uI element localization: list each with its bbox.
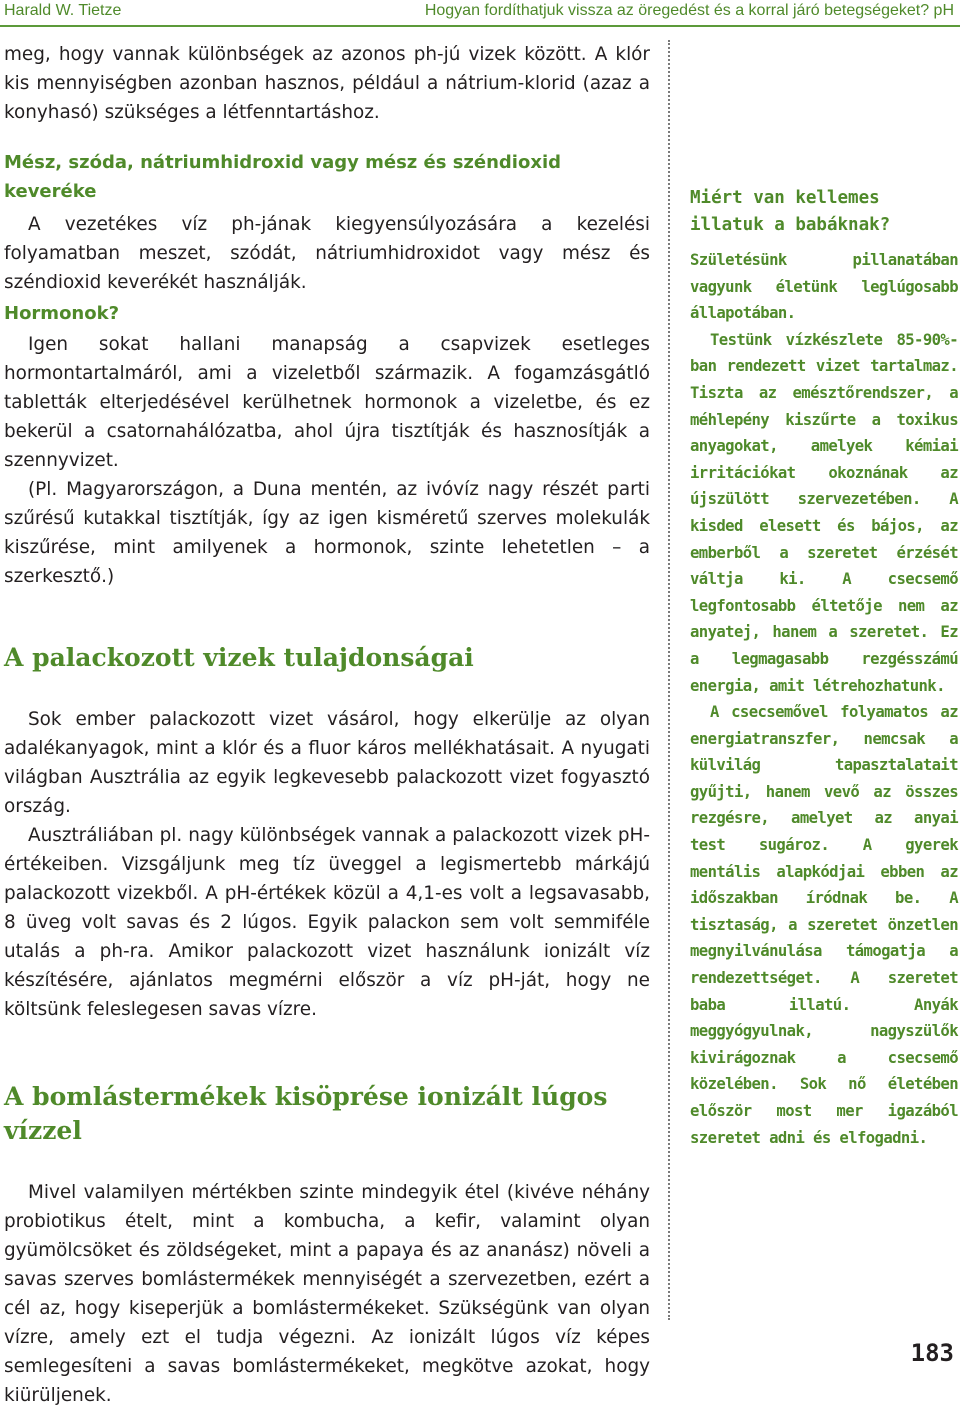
sidebar-paragraph-1: Születésünk pillanatában vagyunk életünk leglúgosabb állapotában. (690, 251, 958, 323)
sidebar-title: Miért van kellemes illatuk a babáknak? (690, 188, 891, 235)
header-rule (0, 25, 960, 27)
intro-paragraph: meg, hogy vannak különbségek az azonos ph-jú vizek között. A klór kis mennyiségben azonban hasznos, például a nátrium-klorid (azaz a konyhasó) szükséges a létfenntartáshoz. (4, 44, 650, 123)
alkaline-flush-paragraph: Mivel valamilyen mértékben szinte mindegyik étel (kivéve néhány probiotikus ételt, mint a kombucha, a kefir, valamint olyan gyümölcsöket és zöldségeket, mint a papaya és az ananász) növeli a savas szerves bomlástermékek mennyiségét a szervezetben, ezért a cél az, hogy kiseperjük a bomlástermékeket. Szükségünk van olyan vízre, amely ezt el tudja végezni. Az ionizált lúgos víz képes semlegesíteni a savas bomlástermékeket, megkötve azokat, hogy kiürüljenek. (4, 1182, 650, 1406)
running-header-title: Hogyan fordíthatjuk vissza az öregedést és a korral járó betegségeket? pH (424, 2, 954, 19)
lime-soda-paragraph: A vezetékes víz ph-jának kiegyensúlyozására a kezelési folyamatban meszet, szódát, nátriumhidroxidot vagy mész és széndioxid keverékét használják. (4, 214, 650, 293)
bottled-water-heading: A palackozott vizek tulajdonságai (4, 643, 474, 672)
column-divider (668, 40, 670, 1320)
hormones-heading: Hormonok? (4, 303, 120, 324)
sidebar-box (690, 185, 958, 1151)
page-number: 183 (910, 1339, 954, 1367)
hormones-editor-note: (Pl. Magyarországon, a Duna mentén, az ivóvíz nagy részét parti szűrésű kutakkal tisztítják, így az igen kisméretű szerves molekulák kiszűrése, mint amilyenek a hormonok, szinte lehetetlen – a szerkesztő.) (4, 479, 650, 587)
bottled-water-paragraph-1: Sok ember palackozott vizet vásárol, hogy elkerülje az olyan adalékanyagok, mint a klór és a fluor káros mellékhatásait. A nyugati világban Ausztrália az egyik legkevesebb palackozott vizet fogyasztó ország. (4, 709, 650, 817)
alkaline-flush-heading: A bomlástermékek kisöprése ionizált lúgos vízzel (4, 1082, 608, 1145)
sidebar-paragraph-3: A csecsemővel folyamatos az energiatranszfer, nemcsak a külvilág tapasztalatait gyűjti, hanem vevő az összes rezgésre, amelyet az anyai test sugároz. A gyerek mentális alapkódjai ebben az időszakban íródnak be. A tisztaság, a szeretet önzetlen megnyilvánulása támogatja a rendezettséget. A szeretet baba illatú. Anyák meggyógyulnak, nagyszülők kivirágoznak a csecsemő közelében. Sok nő életében először most mer igazából szeretet adni és elfogadni. (690, 703, 958, 1147)
lime-soda-heading: Mész, szóda, nátriumhidroxid vagy mész és széndioxid keveréke (4, 152, 562, 202)
sidebar-paragraph-2: Testünk vízkészlete 85-90%-ban rendezett vizet tartalmaz. Tiszta az emésztőrendszer, a méhlepény kiszűrte a toxikus anyagokat, amelyek kémiai irritációkat okoznának az újszülött szervezetében. A kisded elesett és bájos, az emberből a szeretet érzését váltja ki. A csecsemő legfontosabb éltetője nem az anyatej, hanem a szeretet. Ez a legmagasabb rezgésszámú energia, amit létrehozhatunk. (690, 330, 958, 695)
bottled-water-paragraph-2: Ausztráliában pl. nagy különbségek vannak a palackozott vizek pH-értékeiben. Vizsgáljunk meg tíz üveggel a legismertebb márkájú palackozott vizekből. A pH-értékek közül a 4,1-es volt a legsavasabb, 8 üveg volt savas és 2 lúgos. Egyik palackon sem volt semmiféle utalás a ph-ra. Amikor palackozott vizet használunk ionizált víz készítésére, ajánlatos megmérni először a víz pH-ját, hogy ne költsünk feleslegesen savas vízre. (4, 825, 650, 1020)
main-column (4, 40, 650, 1410)
hormones-paragraph: Igen sokat hallani manapság a csapvizek esetleges hormontartalmáról, ami a vizeletből származik. A fogamzásgátló tabletták elterjedésével kerülhetnek hormonok a vizeletbe, és ez bekerül a csatornahálózatba, ahol újra tisztítják és hasznosítják a szennyvizet. (4, 334, 650, 471)
running-header-author: Harald W. Tietze (4, 2, 122, 19)
